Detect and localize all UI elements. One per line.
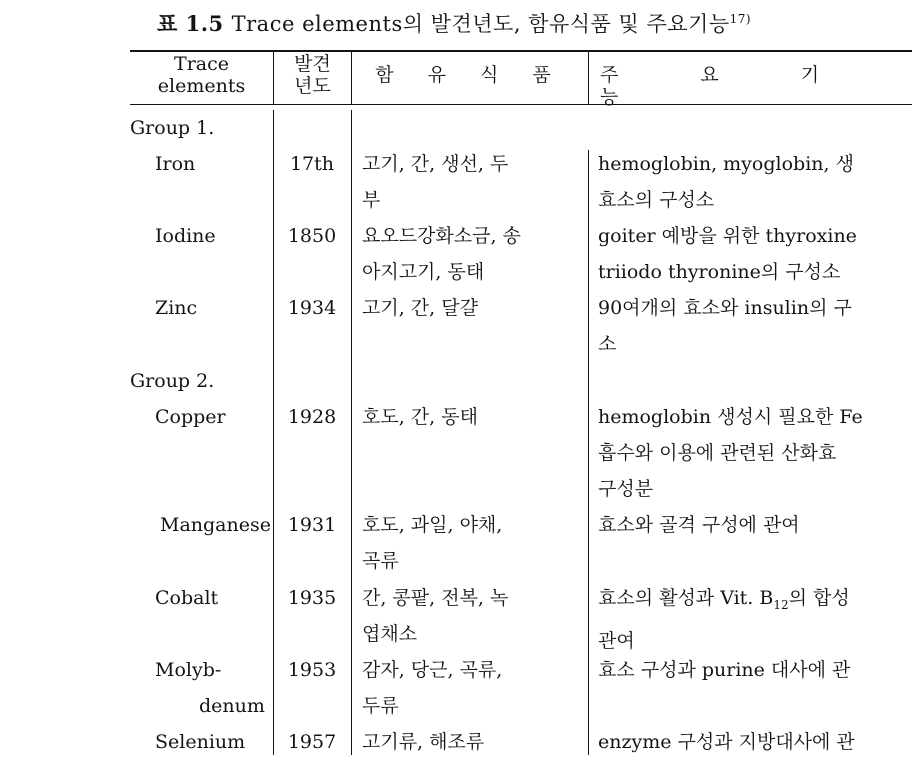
- element-name-line1: Molyb-: [155, 659, 222, 681]
- function-line: 구성분: [598, 478, 654, 500]
- header-year-line2: 년도: [294, 75, 331, 97]
- food-iron: [362, 146, 587, 218]
- food-manganese: [362, 507, 587, 579]
- header-main-function: 주 요 기 능: [600, 64, 858, 108]
- year-cobalt: 1935: [287, 587, 337, 609]
- caption-reference: 17): [729, 12, 752, 26]
- column-divider-3: [588, 52, 589, 104]
- food-zinc: [362, 290, 587, 326]
- function-manganese: [598, 507, 800, 543]
- function-text: 효소의 활성과 Vit. B: [598, 587, 774, 609]
- food-line: 고기, 간, 생선, 두: [362, 153, 509, 175]
- header-element-line2: elements: [157, 75, 246, 97]
- function-line: hemoglobin, myoglobin, 생: [598, 153, 854, 175]
- year-molybdenum: 1953: [287, 659, 337, 681]
- function-line: 소: [598, 333, 617, 355]
- element-name-zinc: Zinc: [155, 297, 198, 319]
- element-name-selenium: Selenium: [155, 731, 246, 753]
- function-copper: [598, 399, 863, 507]
- function-line: 효소와 골격 구성에 관여: [598, 514, 800, 536]
- food-line: 두류: [362, 695, 399, 717]
- food-line: 고기류, 해조류: [362, 731, 485, 753]
- function-line: 효소 구성과 purine 대사에 관: [598, 659, 851, 681]
- food-line: 호도, 과일, 야채,: [362, 514, 503, 536]
- year-iron: 17th: [289, 153, 335, 175]
- function-zinc: [598, 290, 852, 362]
- top-rule: [130, 50, 912, 52]
- element-name-molybdenum: [155, 652, 265, 724]
- column-divider-2-body: [351, 110, 352, 755]
- function-line: 관여: [598, 629, 635, 652]
- element-name-manganese: Manganese: [160, 514, 271, 536]
- header-food-sources: 함 유 식 품: [375, 64, 565, 86]
- element-name-iron: Iron: [155, 153, 196, 175]
- food-line: 요오드강화소금, 송: [362, 225, 521, 247]
- function-line: [598, 580, 850, 623]
- food-iodine: [362, 218, 587, 290]
- table-number: 표 1.5: [157, 11, 224, 36]
- function-line: 효소의 구성소: [598, 189, 715, 211]
- function-line: hemoglobin 생성시 필요한 Fe: [598, 406, 863, 428]
- header-discovery-year: [274, 53, 351, 97]
- function-text: 의 합성: [788, 587, 850, 609]
- header-element-line1: Trace: [174, 53, 229, 75]
- year-iodine: 1850: [287, 225, 337, 247]
- group-label-2: Group 2.: [130, 370, 215, 392]
- element-name-copper: Copper: [155, 406, 226, 428]
- food-line: 아지고기, 동태: [362, 261, 485, 283]
- column-divider-3-body: [588, 150, 589, 755]
- function-line: enzyme 구성과 지방대사에 관: [598, 731, 855, 753]
- function-line: goiter 예방을 위한 thyroxine: [598, 225, 857, 247]
- group-label-1: Group 1.: [130, 117, 215, 139]
- caption-text: Trace elements의 발견년도, 함유식품 및 주요기능: [231, 12, 730, 36]
- food-line: 곡류: [362, 550, 399, 572]
- food-line: 호도, 간, 동태: [362, 406, 478, 428]
- vitamin-subscript: 12: [773, 597, 789, 612]
- year-selenium: 1957: [287, 731, 337, 753]
- header-year-line1: 발견: [294, 53, 331, 75]
- function-iron: [598, 146, 854, 218]
- function-selenium: [598, 724, 855, 760]
- food-line: 부: [362, 189, 381, 211]
- food-cobalt: [362, 580, 587, 652]
- function-molybdenum: [598, 652, 850, 688]
- food-line: 간, 콩팥, 전복, 녹: [362, 587, 509, 609]
- food-molybdenum: [362, 652, 587, 724]
- function-line: 흡수와 이용에 관련된 산화효: [598, 442, 837, 464]
- function-cobalt: [598, 580, 850, 659]
- food-line: 고기, 간, 달걀: [362, 297, 478, 319]
- year-copper: 1928: [287, 406, 337, 428]
- food-copper: [362, 399, 587, 435]
- year-manganese: 1931: [287, 514, 337, 536]
- food-line: 감자, 당근, 곡류,: [362, 659, 503, 681]
- function-line: triiodo thyronine의 구성소: [598, 261, 841, 283]
- food-selenium: [362, 724, 587, 760]
- food-line: 엽채소: [362, 623, 418, 645]
- function-line: 90여개의 효소와 insulin의 구: [598, 297, 852, 319]
- element-name-cobalt: Cobalt: [155, 587, 219, 609]
- column-divider-1-body: [273, 110, 274, 755]
- table-caption: [157, 8, 751, 38]
- year-zinc: 1934: [287, 297, 337, 319]
- element-name-iodine: Iodine: [155, 225, 216, 247]
- header-trace-elements: [130, 53, 273, 97]
- function-iodine: [598, 218, 857, 290]
- element-name-line2: denum: [199, 695, 265, 717]
